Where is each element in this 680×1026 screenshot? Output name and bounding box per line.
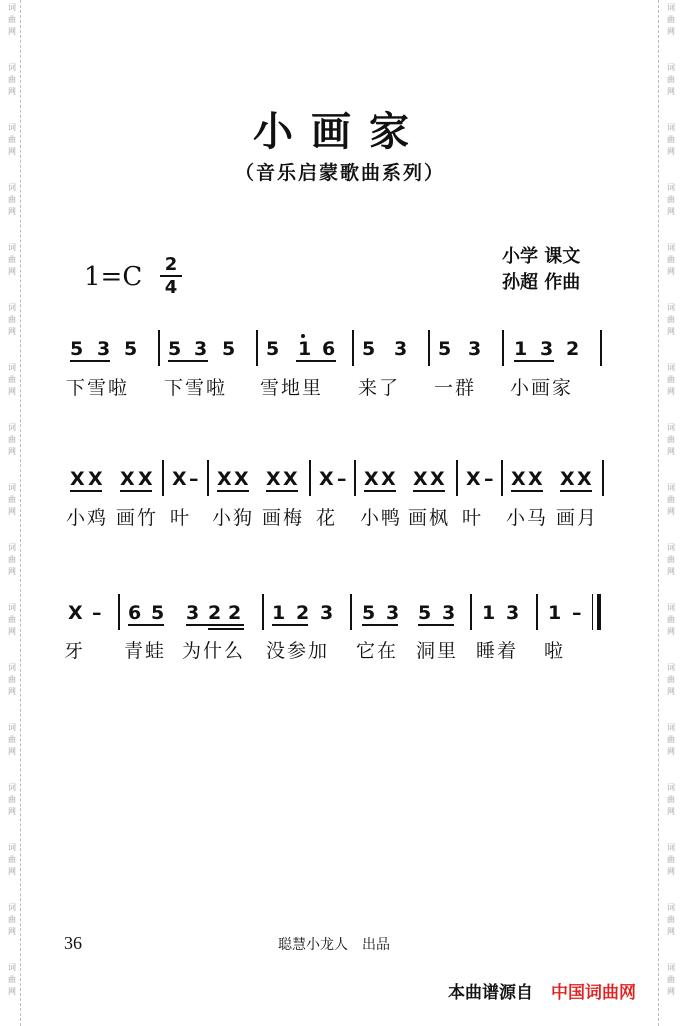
lyric: 啦 [544, 640, 566, 662]
watermark-char: 词 [667, 483, 675, 492]
watermark-char: 词 [667, 783, 675, 792]
watermark-char: 曲 [667, 975, 675, 984]
watermark-char: 词 [8, 183, 16, 192]
watermark-char: 词 [667, 543, 675, 552]
note: 3 [442, 602, 456, 624]
watermark-char: 网 [8, 927, 16, 936]
watermark-char: 网 [667, 927, 675, 936]
lyric: 雪地里 [260, 377, 324, 399]
watermark-char: 词 [667, 63, 675, 72]
note: 5 [362, 338, 376, 360]
watermark-char: 词 [8, 663, 16, 672]
lyric: 下雪啦 [164, 377, 228, 399]
watermark-char: 曲 [8, 15, 16, 24]
watermark-char: 词 [667, 303, 675, 312]
watermark-char: 曲 [8, 435, 16, 444]
watermark-char: 曲 [8, 75, 16, 84]
note: 1 [298, 338, 312, 360]
watermark-char: 词 [8, 543, 16, 552]
note: 1 [548, 602, 562, 624]
watermark-char: 曲 [667, 675, 675, 684]
note: 1 [514, 338, 528, 360]
watermark-char: 词 [667, 963, 675, 972]
watermark-char: 词 [8, 603, 16, 612]
watermark-char: 网 [667, 627, 675, 636]
note: 1 [482, 602, 496, 624]
watermark-char: 词 [667, 123, 675, 132]
watermark-char: 曲 [667, 375, 675, 384]
watermark-char: 词 [8, 423, 16, 432]
note: – [337, 468, 347, 490]
lyricist-credit: 小学 课文 [502, 246, 581, 267]
lyric: 为什么 [182, 640, 246, 662]
note: X [364, 468, 379, 490]
note: X [511, 468, 526, 490]
note: 2 [296, 602, 310, 624]
watermark-char: 曲 [667, 495, 675, 504]
note: 3 [540, 338, 554, 360]
source-site[interactable]: 中国词曲网 [551, 983, 636, 1003]
note: X [172, 468, 187, 490]
lyric: 洞里 [416, 640, 459, 662]
lyric: 小画家 [510, 377, 574, 399]
watermark-char: 网 [667, 447, 675, 456]
watermark-char: 词 [667, 663, 675, 672]
watermark-group [664, 62, 678, 98]
watermark-char: 网 [667, 747, 675, 756]
note: 3 [194, 338, 208, 360]
note: 5 [70, 338, 84, 360]
watermark-char: 曲 [8, 495, 16, 504]
watermark-char: 网 [8, 567, 16, 576]
watermark-char: 词 [667, 423, 675, 432]
watermark-char: 曲 [8, 795, 16, 804]
watermark-group [664, 182, 678, 218]
watermark-char: 网 [8, 447, 16, 456]
lyric: 牙 [64, 640, 86, 662]
watermark-group [664, 782, 678, 818]
watermark-char: 曲 [667, 555, 675, 564]
watermark-char: 曲 [8, 675, 16, 684]
note: X [266, 468, 281, 490]
watermark-char: 词 [667, 183, 675, 192]
lyric: 叶 [170, 507, 192, 529]
watermark-char: 曲 [8, 975, 16, 984]
note: 3 [506, 602, 520, 624]
watermark-char: 曲 [667, 15, 675, 24]
watermark-group [664, 902, 678, 938]
page-number: 36 [64, 933, 82, 953]
watermark-group [664, 422, 678, 458]
watermark-char: 网 [667, 27, 675, 36]
watermark-char: 词 [667, 723, 675, 732]
lyric: 画竹 [116, 507, 159, 529]
watermark-char: 网 [667, 327, 675, 336]
watermark-group [664, 542, 678, 578]
watermark-group [5, 842, 16, 878]
watermark-char: 曲 [8, 195, 16, 204]
watermark-char: 曲 [667, 255, 675, 264]
watermark-char: 曲 [667, 75, 675, 84]
watermark-char: 网 [667, 867, 675, 876]
watermark-char: 词 [8, 123, 16, 132]
note: 5 [438, 338, 452, 360]
watermark-char: 曲 [8, 735, 16, 744]
watermark-char: 网 [8, 507, 16, 516]
note: 2 [228, 602, 242, 624]
note: 6 [322, 338, 336, 360]
note: X [528, 468, 543, 490]
watermark-char: 网 [667, 507, 675, 516]
watermark-char: 网 [8, 867, 16, 876]
note: – [484, 468, 494, 490]
watermark-char: 曲 [667, 855, 675, 864]
watermark-group [664, 302, 678, 338]
composer-credit: 孙超 作曲 [502, 272, 581, 293]
watermark-char: 网 [8, 747, 16, 756]
credits [502, 244, 580, 296]
watermark-char: 词 [8, 723, 16, 732]
lyric: 叶 [462, 507, 484, 529]
song-title: 小画家 [253, 109, 427, 155]
watermark-char: 词 [8, 3, 16, 12]
watermark-char: 网 [8, 147, 16, 156]
watermark-char: 网 [8, 27, 16, 36]
lyric: 睡着 [476, 640, 519, 662]
watermark-group [5, 782, 16, 818]
note: 3 [97, 338, 111, 360]
watermark-char: 词 [8, 843, 16, 852]
watermark-char: 词 [8, 63, 16, 72]
lyric: 没参加 [266, 640, 330, 662]
watermark-group [5, 62, 16, 98]
watermark-char: 词 [8, 363, 16, 372]
note: X [577, 468, 592, 490]
note: 3 [320, 602, 334, 624]
lyric: 下雪啦 [66, 377, 130, 399]
lyric: 来了 [358, 377, 401, 399]
note: 5 [418, 602, 432, 624]
watermark-char: 词 [8, 303, 16, 312]
lyric: 小马 [506, 507, 549, 529]
watermark-char: 词 [8, 783, 16, 792]
watermark-char: 词 [8, 243, 16, 252]
watermark-group [664, 2, 678, 38]
watermark-char: 词 [667, 3, 675, 12]
watermark-char: 词 [667, 603, 675, 612]
lyric: 画月 [556, 507, 599, 529]
watermark-group [664, 242, 678, 278]
watermark-char: 网 [667, 567, 675, 576]
watermark-char: 网 [8, 267, 16, 276]
lyric: 花 [316, 507, 338, 529]
watermark-char: 网 [8, 327, 16, 336]
watermark-char: 网 [8, 687, 16, 696]
note: X [413, 468, 428, 490]
note: X [88, 468, 103, 490]
note: X [70, 468, 85, 490]
watermark-char: 曲 [8, 555, 16, 564]
source-label: 本曲谱源自 [448, 983, 533, 1003]
watermark-group [5, 542, 16, 578]
lyric: 小狗 [212, 507, 255, 529]
watermark-group [5, 242, 16, 278]
key-signature: 1=C [84, 262, 143, 292]
watermark-group [664, 842, 678, 878]
lyric: 小鸭 [360, 507, 403, 529]
note: X [120, 468, 135, 490]
watermark-char: 曲 [667, 735, 675, 744]
note: 5 [168, 338, 182, 360]
note: X [381, 468, 396, 490]
note: X [138, 468, 153, 490]
watermark-group [664, 722, 678, 758]
notation-row-3 [0, 602, 680, 642]
watermark-group [5, 662, 16, 698]
watermark-char: 曲 [8, 255, 16, 264]
watermark-char: 曲 [667, 315, 675, 324]
lyric: 青蛙 [124, 640, 167, 662]
note: 5 [222, 338, 236, 360]
watermark-group [5, 422, 16, 458]
watermark-char: 网 [667, 267, 675, 276]
note: 3 [386, 602, 400, 624]
note: X [430, 468, 445, 490]
watermark-char: 曲 [8, 135, 16, 144]
note: X [234, 468, 249, 490]
watermark-char: 网 [667, 987, 675, 996]
watermark-char: 曲 [8, 855, 16, 864]
song-subtitle: （音乐启蒙歌曲系列） [234, 162, 445, 184]
watermark-char: 曲 [667, 135, 675, 144]
lyric: 一群 [434, 377, 477, 399]
note: 5 [362, 602, 376, 624]
watermark-char: 网 [8, 87, 16, 96]
watermark-group [5, 962, 16, 998]
watermark-char: 曲 [667, 615, 675, 624]
watermark-char: 曲 [667, 915, 675, 924]
watermark-char: 网 [667, 687, 675, 696]
watermark-char: 网 [667, 207, 675, 216]
note: 5 [124, 338, 138, 360]
watermark-char: 词 [667, 363, 675, 372]
watermark-char: 曲 [8, 615, 16, 624]
note: 3 [186, 602, 200, 624]
watermark-group [5, 2, 16, 38]
source-credit [448, 978, 636, 1003]
note: 3 [394, 338, 408, 360]
watermark-char: 曲 [667, 795, 675, 804]
watermark-char: 网 [667, 87, 675, 96]
note: – [92, 602, 102, 624]
note: 5 [151, 602, 165, 624]
note: 6 [128, 602, 142, 624]
watermark-char: 词 [8, 963, 16, 972]
note: 2 [208, 602, 222, 624]
watermark-group [5, 302, 16, 338]
lyric: 小鸡 [66, 507, 109, 529]
note: X [217, 468, 232, 490]
watermark-group [5, 182, 16, 218]
watermark-char: 词 [667, 843, 675, 852]
watermark-char: 曲 [667, 195, 675, 204]
notation-row-2 [0, 468, 680, 508]
watermark-char: 词 [667, 903, 675, 912]
lyric: 画枫 [408, 507, 451, 529]
watermark-group [5, 902, 16, 938]
note: 3 [468, 338, 482, 360]
watermark-char: 曲 [667, 435, 675, 444]
meter-top: 2 [164, 254, 178, 275]
note: – [189, 468, 199, 490]
note: 5 [266, 338, 280, 360]
watermark-group [664, 962, 678, 998]
notation-row-1 [0, 338, 680, 378]
watermark-char: 网 [8, 807, 16, 816]
note: X [68, 602, 83, 624]
meter-bottom: 4 [164, 277, 178, 298]
watermark-char: 网 [8, 387, 16, 396]
watermark-char: 词 [8, 483, 16, 492]
watermark-char: 网 [8, 207, 16, 216]
watermark-char: 词 [667, 243, 675, 252]
watermark-group [664, 662, 678, 698]
time-signature [160, 255, 182, 297]
watermark-char: 网 [8, 627, 16, 636]
note: X [560, 468, 575, 490]
watermark-char: 网 [667, 387, 675, 396]
lyric: 它在 [356, 640, 399, 662]
watermark-char: 词 [8, 903, 16, 912]
octave-dot [301, 334, 305, 338]
watermark-group [5, 722, 16, 758]
watermark-char: 网 [667, 807, 675, 816]
watermark-char: 曲 [8, 315, 16, 324]
lyric: 画梅 [262, 507, 305, 529]
watermark-char: 网 [667, 147, 675, 156]
note: 2 [566, 338, 580, 360]
publisher: 聪慧小龙人 出品 [278, 937, 390, 953]
note: 1 [272, 602, 286, 624]
note: X [466, 468, 481, 490]
note: – [572, 602, 582, 624]
watermark-char: 曲 [8, 915, 16, 924]
watermark-char: 网 [8, 987, 16, 996]
watermark-char: 曲 [8, 375, 16, 384]
note: X [319, 468, 334, 490]
note: X [283, 468, 298, 490]
